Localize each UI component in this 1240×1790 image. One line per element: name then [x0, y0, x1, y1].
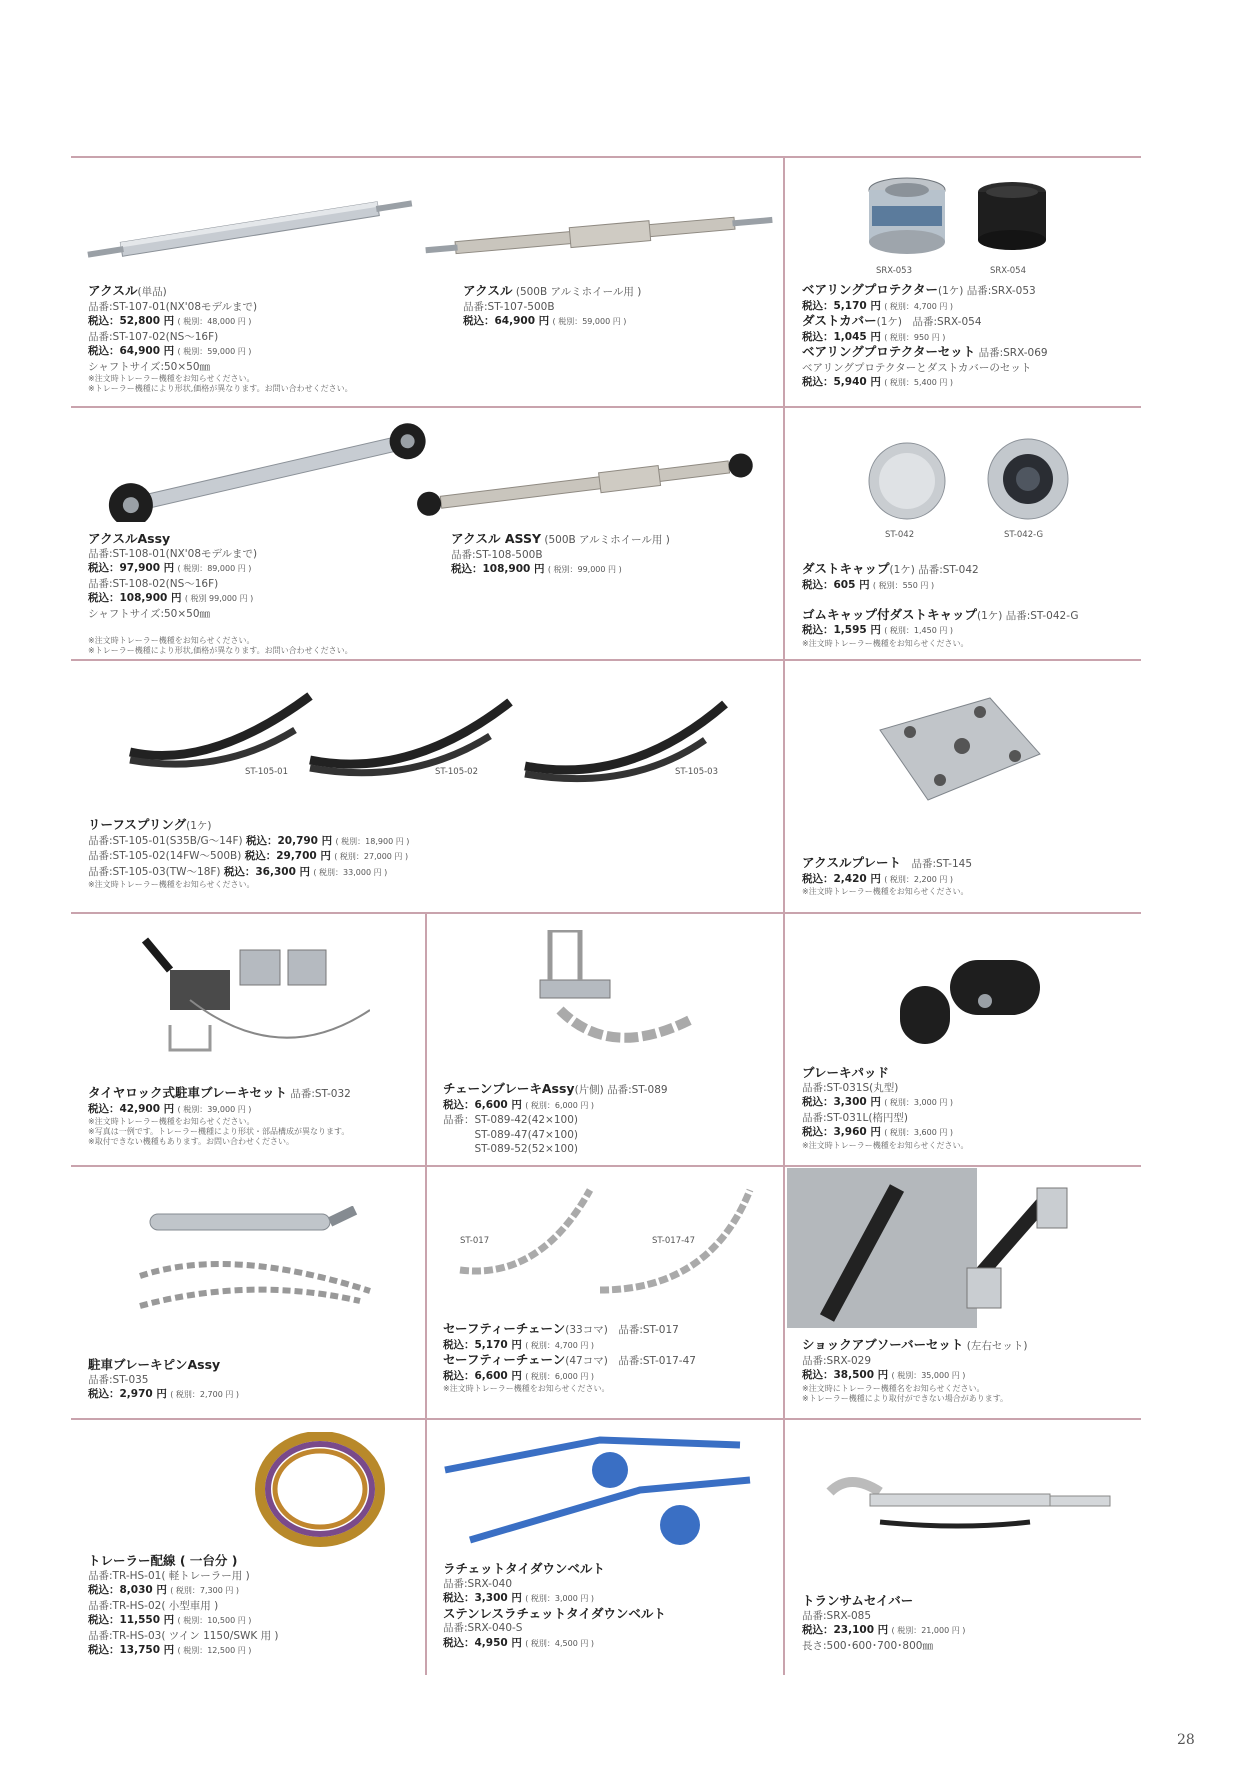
price-line [802, 872, 1132, 888]
price-line [443, 1098, 778, 1114]
code-label: ST-042-G [1004, 530, 1044, 540]
product-axle [88, 284, 418, 394]
price-line [802, 623, 1132, 639]
price-tax-excluded: ( 税別：3,000 円 ) [884, 1098, 953, 1107]
product-brake-pad [802, 1066, 1132, 1151]
product-title [88, 1086, 418, 1102]
price-tax-excluded: ( 税別：3,000 円 ) [525, 1594, 594, 1603]
note-text: ※注文時トレーラー機種をお知らせください。 [802, 1140, 969, 1150]
note-text: ※トレーラー機種により取付ができない場合があります。 [802, 1393, 1009, 1403]
price-tax-excluded: ( 税別：21,000 円 ) [891, 1626, 966, 1635]
part-number: 品番:ST-031S(丸型) [802, 1081, 899, 1094]
price-line [88, 1613, 418, 1629]
code-label: ST-105-02 [435, 767, 478, 777]
price-line [802, 1125, 1132, 1141]
product-dust-cap [802, 562, 1132, 649]
part-number: 品番:ST-108-500B [451, 548, 543, 561]
note-text: ※注文時トレーラー機種をお知らせください。 [88, 880, 255, 889]
part-number: シャフトサイズ:50×50㎜ [88, 607, 211, 620]
price-tax-included: 税込：97,900 円 [88, 562, 175, 574]
dust-cover-image [972, 178, 1052, 258]
price-line [88, 561, 418, 577]
part-number: 品番:ST-107-02(NS〜16F) [88, 330, 219, 343]
part-number: ベアリングプロテクターとダストカバーのセット [802, 361, 1032, 374]
part-number: 品番:ST-105-03(TW〜18F) [88, 865, 224, 878]
price-tax-included: 税込：5,940 円 [802, 376, 881, 388]
part-number: 品番:SRX-029 [802, 1354, 871, 1367]
price-line [443, 1591, 778, 1607]
price-tax-excluded: ( 税別：4,500 円 ) [525, 1638, 594, 1648]
price-line [802, 375, 1132, 391]
product-title [88, 1358, 418, 1373]
price-tax-included: 税込：1,595 円 [802, 624, 881, 636]
part-number: 品番:ST-108-02(NS〜16F) [88, 577, 219, 590]
product-title-note: (片側) 品番:ST-089 [574, 1084, 668, 1096]
leaf-spring-image [120, 690, 740, 800]
price-line [88, 865, 768, 881]
price-line [802, 1095, 1132, 1111]
divider [71, 659, 1141, 661]
note-text: ※注文時トレーラー機種をお知らせください。 [443, 1384, 610, 1393]
price-tax-excluded: ( 税別：4,700 円 ) [525, 1340, 594, 1350]
product-title-main: アクスル ASSY [451, 531, 542, 546]
price-line [802, 1623, 1132, 1639]
part-number: 品番：ST-089-42(42×100) [443, 1114, 578, 1126]
product-title-main: ベアリングプロテクターセット [802, 344, 976, 359]
product-title-main: ショックアブソーバーセット [802, 1337, 964, 1352]
part-number: 品番:ST-031L(楕円型) [802, 1111, 909, 1124]
price-tax-excluded: ( 税別：35,000 円 ) [891, 1371, 966, 1380]
product-bearing-protector [802, 283, 1132, 391]
price-tax-included: 税込：29,700 円 [244, 850, 331, 862]
product-title-main: チェーンブレーキAssy [443, 1081, 575, 1096]
product-title-note: (1ケ) 品番:SRX-054 [876, 316, 982, 328]
product-title-note: 品番:ST-032 [287, 1088, 351, 1100]
price-line [443, 1338, 778, 1354]
transom-saver-image [810, 1462, 1120, 1557]
price-tax-included: 税込：605 円 [802, 578, 870, 591]
note-text: ※注文時トレーラー機種をお知らせください。 [802, 887, 969, 896]
price-tax-excluded: ( 税別：59,000 円 ) [177, 347, 252, 356]
product-tire-lock [88, 1086, 418, 1147]
price-line [88, 1643, 418, 1659]
product-title [443, 1607, 778, 1622]
product-title-main: ブレーキパッド [802, 1065, 890, 1080]
product-title-main: タイヤロック式駐車ブレーキセット [88, 1085, 288, 1100]
price-tax-included: 税込：2,420 円 [802, 872, 881, 885]
price-tax-included: 税込：36,300 円 [223, 865, 311, 878]
price-tax-included: 税込：5,170 円 [802, 299, 881, 312]
product-title-main: アクスル [88, 283, 138, 298]
price-tax-included: 税込：4,950 円 [443, 1636, 522, 1649]
product-title-note: (47コマ) 品番:ST-017-47 [565, 1355, 696, 1367]
product-title [802, 608, 1132, 624]
product-axle-plate [802, 856, 1132, 897]
note-text: ※トレーラー機種により形状,価格が異なります。お問い合わせください。 [88, 645, 353, 655]
price-tax-included: 税込：64,900 円 [88, 345, 175, 357]
product-title-main: トランサムセイバー [802, 1593, 914, 1608]
price-tax-excluded: ( 税別：3,600 円 ) [884, 1128, 953, 1137]
product-title-main: アクスル [463, 283, 513, 298]
price-tax-included: 税込：38,500 円 [802, 1369, 889, 1381]
axle-plate-image [870, 690, 1050, 810]
price-tax-included: 税込：52,800 円 [88, 315, 175, 327]
product-title-main: リーフスプリング [88, 817, 187, 832]
price-line [88, 344, 418, 360]
product-shock-absorber [802, 1338, 1132, 1404]
chain-brake-image [520, 930, 700, 1070]
part-number: 品番:TR-HS-03( ツイン 1150/SWK 用 ) [88, 1629, 279, 1642]
product-title [802, 856, 1132, 872]
code-label: ST-017-47 [652, 1236, 695, 1246]
product-title [88, 1554, 418, 1569]
price-tax-excluded: ( 税別：10,500 円 ) [177, 1616, 252, 1625]
price-tax-included: 税込：23,100 円 [802, 1624, 889, 1636]
price-line [88, 591, 418, 607]
part-number: 品番:TR-HS-02( 小型車用 ) [88, 1599, 219, 1612]
product-axle-500b [463, 284, 773, 330]
divider [425, 1165, 427, 1675]
price-tax-included: 税込：42,900 円 [88, 1102, 175, 1115]
price-tax-excluded: ( 税別：4,700 円 ) [884, 301, 953, 311]
shock-absorber-image [787, 1168, 1137, 1328]
product-title [88, 532, 418, 547]
price-tax-excluded: ( 税別：2,200 円 ) [884, 874, 953, 884]
note-text: ※注文時にトレーラー機種名をお知らせください。 [802, 1383, 985, 1393]
price-tax-included: 税込：20,790 円 [245, 834, 333, 847]
price-line [451, 562, 771, 578]
price-tax-excluded: ( 税別：950 円 ) [884, 332, 946, 342]
product-ratchet-belt [443, 1562, 778, 1651]
spacer [88, 621, 418, 636]
price-tax-included: 税込：108,900 円 [88, 592, 182, 604]
price-line [802, 330, 1132, 346]
code-label: SRX-053 [876, 266, 912, 276]
product-title-note: (1ケ) 品番:SRX-053 [938, 285, 1036, 297]
product-title [443, 1082, 778, 1098]
product-title [88, 818, 768, 834]
tire-lock-image [140, 930, 370, 1070]
code-label: ST-105-01 [245, 767, 288, 777]
part-number: ST-089-52(52×100) [443, 1143, 578, 1155]
price-line [802, 578, 1132, 594]
price-tax-included: 税込：11,550 円 [88, 1614, 175, 1626]
product-title-main: ベアリングプロテクター [802, 282, 939, 297]
ratchet-belt-image [440, 1430, 760, 1560]
price-tax-excluded: ( 税別 99,000 円 ) [184, 594, 254, 603]
product-title [88, 284, 418, 300]
price-tax-excluded: ( 税別：6,000 円 ) [525, 1371, 594, 1381]
product-title [802, 1594, 1132, 1609]
product-title-note: (1ケ) [186, 820, 212, 832]
price-tax-included: 税込：5,170 円 [443, 1338, 522, 1351]
product-title [443, 1322, 778, 1338]
price-tax-excluded: ( 税別：18,900 円 ) [335, 836, 410, 846]
part-number: 長さ:500･600･700･800㎜ [802, 1639, 933, 1652]
divider [71, 912, 1141, 914]
price-tax-excluded: ( 税別：89,000 円 ) [177, 564, 252, 573]
spacer [802, 593, 1132, 608]
price-tax-excluded: ( 税別：6,000 円 ) [525, 1100, 594, 1110]
product-title [802, 283, 1132, 299]
product-title-note: (1ケ) 品番:ST-042 [889, 564, 979, 576]
price-tax-excluded: ( 税別：33,000 円 ) [313, 867, 388, 877]
part-number: 品番:SRX-085 [802, 1609, 871, 1622]
note-text: ※注文時トレーラー機種をお知らせください。 [88, 1117, 255, 1126]
price-tax-excluded: ( 税別：550 円 ) [872, 580, 935, 590]
brake-pad-image [880, 946, 1050, 1056]
price-tax-included: 税込：8,030 円 [88, 1584, 167, 1596]
product-title-main: アクスルプレート [802, 855, 902, 870]
product-title-note: (500B アルミホイール用 ) [541, 534, 670, 546]
product-title-note: 品番:ST-145 [901, 858, 972, 870]
product-title-main: セーフティーチェーン [443, 1321, 566, 1336]
price-tax-excluded: ( 税別：48,000 円 ) [177, 317, 252, 326]
product-title [802, 1066, 1132, 1081]
product-title [802, 1338, 1132, 1354]
part-number: 品番:ST-107-01(NX'08モデルまで) [88, 300, 258, 313]
price-tax-excluded: ( 税別：99,000 円 ) [547, 565, 622, 574]
product-leaf-spring [88, 818, 768, 890]
price-tax-included: 税込：6,600 円 [443, 1098, 522, 1111]
price-line [463, 314, 773, 330]
divider [71, 1165, 1141, 1167]
price-tax-included: 税込：3,300 円 [802, 1096, 881, 1108]
note-text: ※トレーラー機種により形状,価格が異なります。お問い合わせください。 [88, 384, 353, 393]
price-line [88, 1583, 418, 1599]
price-tax-excluded: ( 税別：5,400 円 ) [884, 378, 953, 387]
note-text: ※注文時トレーラー機種をお知らせください。 [802, 638, 969, 648]
axle-assy-image [105, 422, 435, 522]
product-transom-saver [802, 1594, 1132, 1653]
price-tax-included: 税込：6,600 円 [443, 1369, 522, 1382]
divider [71, 156, 1141, 158]
rubber-dust-cap-image [985, 436, 1071, 522]
axle-assy-500b-image [410, 450, 770, 520]
product-title-note: (500B アルミホイール用 ) [512, 286, 642, 298]
price-line [88, 314, 418, 330]
product-safety-chain [443, 1322, 778, 1394]
part-number: 品番:ST-035 [88, 1373, 149, 1386]
wiring-image [255, 1432, 385, 1547]
price-tax-included: 税込：13,750 円 [88, 1644, 175, 1656]
product-axle-assy [88, 532, 418, 656]
price-line [443, 1369, 778, 1385]
part-number: 品番:ST-105-01(S35B/G〜14F) [88, 834, 246, 847]
price-tax-included: 税込：108,900 円 [451, 563, 545, 575]
price-line [802, 1368, 1132, 1384]
price-tax-included: 税込：3,300 円 [443, 1592, 522, 1604]
product-title-note: (33コマ) 品番:ST-017 [565, 1324, 679, 1336]
price-tax-included: 税込：3,960 円 [802, 1126, 881, 1138]
product-title-main: ダストキャップ [802, 561, 890, 576]
product-title [443, 1562, 778, 1577]
brake-pin-image [130, 1206, 380, 1316]
price-line [88, 1102, 418, 1118]
price-tax-excluded: ( 税別：39,000 円 ) [177, 1104, 252, 1114]
divider [783, 1418, 785, 1675]
product-title-main: トレーラー配線 ( 一台分 ) [88, 1553, 238, 1568]
product-title [451, 532, 771, 548]
product-title-main: アクスルAssy [88, 531, 171, 546]
product-brake-pin [88, 1358, 418, 1403]
code-label: ST-042 [885, 530, 915, 540]
divider [71, 406, 1141, 408]
code-label: SRX-054 [990, 266, 1026, 276]
price-tax-included: 税込：1,045 円 [802, 330, 881, 343]
code-label: ST-105-03 [675, 767, 718, 777]
product-title-main: ダストカバー [802, 313, 877, 328]
price-line [802, 299, 1132, 315]
product-title [443, 1353, 778, 1369]
price-line [88, 849, 768, 865]
product-title-main: 駐車ブレーキピンAssy [88, 1357, 221, 1372]
part-number: 品番:ST-107-500B [463, 300, 555, 313]
product-title-main: ステンレスラチェットタイダウンベルト [443, 1605, 666, 1621]
part-number: シャフトサイズ:50×50㎜ [88, 360, 211, 373]
product-axle-assy-500b [451, 532, 771, 578]
bearing-protector-image [862, 172, 952, 262]
safety-chain-image [450, 1180, 770, 1320]
note-text: ※注文時トレーラー機種をお知らせください。 [88, 374, 255, 383]
part-number: 品番:TR-HS-01( 軽トレーラー用 ) [88, 1569, 250, 1582]
price-tax-excluded: ( 税別：2,700 円 ) [170, 1390, 239, 1399]
product-title-note: (単品) [137, 286, 167, 298]
dust-cap-image [866, 440, 948, 522]
note-text: ※注文時トレーラー機種をお知らせください。 [88, 635, 255, 645]
product-title-main: ラチェットタイダウンベルト [443, 1561, 605, 1576]
product-wiring [88, 1554, 418, 1659]
product-title [463, 284, 773, 300]
product-title-main: セーフティーチェーン [443, 1352, 566, 1367]
product-title-main: ゴムキャップ付ダストキャップ [802, 606, 978, 622]
code-label: ST-017 [460, 1236, 490, 1246]
product-title-note: 品番:SRX-069 [975, 347, 1048, 359]
price-tax-included: 税込：2,970 円 [88, 1388, 167, 1400]
axle-image [80, 190, 420, 270]
part-number: 品番:SRX-040 [443, 1577, 512, 1590]
note-text: ※写真は一例です。トレーラー機種により形状・部品構成が異なります。 [88, 1127, 350, 1136]
divider [71, 1418, 1141, 1420]
price-tax-excluded: ( 税別：1,450 円 ) [884, 626, 953, 635]
divider [425, 912, 427, 1166]
page-number: 28 [1177, 1732, 1195, 1748]
product-title [802, 562, 1132, 578]
part-number: ST-089-47(47×100) [443, 1128, 578, 1141]
product-title-note: (1ケ) 品番:ST-042-G [977, 609, 1079, 622]
price-line [88, 834, 768, 850]
price-tax-excluded: ( 税別：12,500 円 ) [177, 1646, 252, 1655]
product-title-note: (左右セット) [963, 1340, 1028, 1352]
product-title [802, 345, 1132, 361]
price-tax-excluded: ( 税別：7,300 円 ) [170, 1586, 239, 1595]
part-number: 品番:SRX-040-S [443, 1622, 523, 1634]
price-tax-excluded: ( 税別：59,000 円 ) [552, 317, 627, 326]
note-text: ※取付できない機種もあります。お問い合わせください。 [88, 1137, 295, 1146]
part-number: 品番:ST-105-02(14FW〜500B) [88, 850, 245, 862]
price-line [88, 1387, 418, 1403]
product-chain-brake [443, 1082, 778, 1157]
price-tax-excluded: ( 税別：27,000 円 ) [334, 852, 409, 861]
price-tax-included: 税込：64,900 円 [463, 315, 550, 327]
axle-500b-image [420, 205, 780, 265]
divider [783, 156, 785, 1418]
part-number: 品番:ST-108-01(NX'08モデルまで) [88, 547, 258, 560]
price-line [443, 1636, 778, 1652]
product-title [802, 314, 1132, 330]
